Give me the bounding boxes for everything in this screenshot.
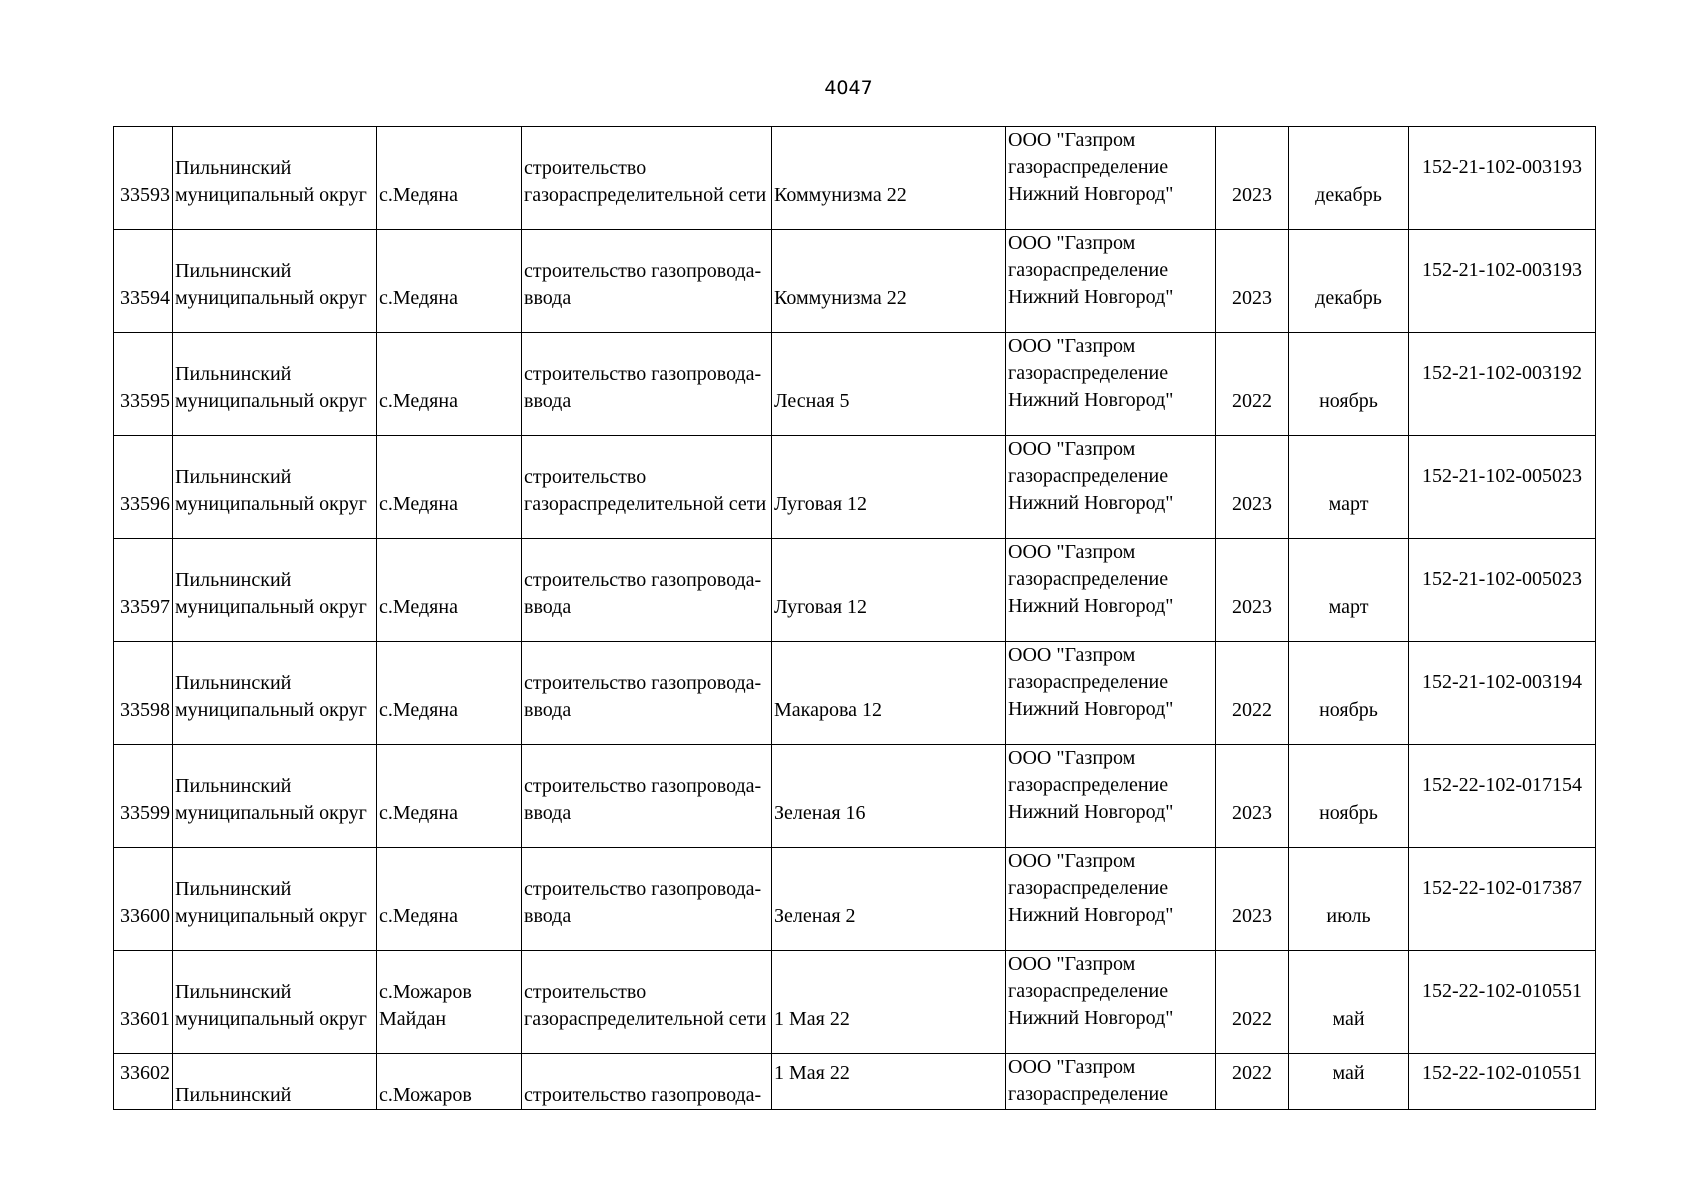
table-body <box>114 127 1596 1110</box>
cell-id: 33594 <box>114 230 173 333</box>
cell-settlement: с.Медяна <box>377 127 522 230</box>
cell-district: Пильнинский муниципальный округ <box>173 127 377 230</box>
cell-code: 152-21-102-005023 <box>1409 539 1596 642</box>
cell-year: 2023 <box>1216 230 1289 333</box>
cell-id: 33601 <box>114 951 173 1054</box>
cell-work-type: строительство газопровода-ввода <box>522 333 772 436</box>
cell-year: 2023 <box>1216 745 1289 848</box>
cell-month: май <box>1289 951 1409 1054</box>
cell-address: Лесная 5 <box>772 333 1006 436</box>
table-row <box>114 642 1596 745</box>
cell-address: Зеленая 2 <box>772 848 1006 951</box>
cell-organization: ООО "Газпром газораспределение <box>1006 1054 1216 1110</box>
cell-month: май <box>1289 1054 1409 1110</box>
cell-code: 152-22-102-010551 <box>1409 951 1596 1054</box>
page-number: 4047 <box>824 77 873 99</box>
cell-id: 33597 <box>114 539 173 642</box>
cell-address: Луговая 12 <box>772 436 1006 539</box>
table-row <box>114 539 1596 642</box>
cell-code: 152-21-102-003192 <box>1409 333 1596 436</box>
cell-year: 2022 <box>1216 951 1289 1054</box>
cell-year: 2023 <box>1216 848 1289 951</box>
cell-code: 152-22-102-017154 <box>1409 745 1596 848</box>
cell-district: Пильнинский муниципальный округ <box>173 745 377 848</box>
cell-year: 2022 <box>1216 333 1289 436</box>
cell-address: Коммунизма 22 <box>772 230 1006 333</box>
cell-district: Пильнинский муниципальный округ <box>173 539 377 642</box>
cell-organization: ООО "Газпром газораспределение Нижний Новгород" <box>1006 539 1216 642</box>
cell-district: Пильнинский муниципальный округ <box>173 230 377 333</box>
cell-organization: ООО "Газпром газораспределение Нижний Новгород" <box>1006 745 1216 848</box>
table-row <box>114 1054 1596 1110</box>
cell-code: 152-21-102-003194 <box>1409 642 1596 745</box>
cell-month: декабрь <box>1289 230 1409 333</box>
cell-address: 1 Мая 22 <box>772 951 1006 1054</box>
cell-settlement: с.Медяна <box>377 230 522 333</box>
cell-year: 2022 <box>1216 1054 1289 1110</box>
cell-year: 2023 <box>1216 127 1289 230</box>
cell-address: 1 Мая 22 <box>772 1054 1006 1110</box>
cell-district: Пильнинский муниципальный округ <box>173 436 377 539</box>
table-row <box>114 127 1596 230</box>
cell-month: ноябрь <box>1289 333 1409 436</box>
cell-work-type: строительство газопровода-ввода <box>522 642 772 745</box>
cell-settlement: с.Можаров <box>377 1054 522 1110</box>
cell-work-type: строительство газораспределительной сети <box>522 127 772 230</box>
cell-work-type: строительство газопровода-ввода <box>522 230 772 333</box>
cell-organization: ООО "Газпром газораспределение Нижний Новгород" <box>1006 333 1216 436</box>
cell-organization: ООО "Газпром газораспределение Нижний Новгород" <box>1006 848 1216 951</box>
cell-settlement: с.Медяна <box>377 848 522 951</box>
cell-month: июль <box>1289 848 1409 951</box>
cell-organization: ООО "Газпром газораспределение Нижний Новгород" <box>1006 127 1216 230</box>
cell-district: Пильнинский муниципальный округ <box>173 848 377 951</box>
registry-table <box>113 126 1596 1110</box>
cell-organization: ООО "Газпром газораспределение Нижний Новгород" <box>1006 642 1216 745</box>
cell-code: 152-21-102-003193 <box>1409 127 1596 230</box>
cell-district: Пильнинский муниципальный округ <box>173 951 377 1054</box>
cell-code: 152-21-102-003193 <box>1409 230 1596 333</box>
cell-year: 2023 <box>1216 539 1289 642</box>
cell-id: 33602 <box>114 1054 173 1110</box>
cell-address: Луговая 12 <box>772 539 1006 642</box>
cell-settlement: с.Можаров Майдан <box>377 951 522 1054</box>
cell-district: Пильнинский муниципальный округ <box>173 333 377 436</box>
cell-month: ноябрь <box>1289 642 1409 745</box>
cell-organization: ООО "Газпром газораспределение Нижний Новгород" <box>1006 436 1216 539</box>
cell-month: ноябрь <box>1289 745 1409 848</box>
cell-code: 152-22-102-017387 <box>1409 848 1596 951</box>
cell-work-type: строительство газораспределительной сети <box>522 951 772 1054</box>
cell-district: Пильнинский муниципальный округ <box>173 642 377 745</box>
cell-address: Коммунизма 22 <box>772 127 1006 230</box>
cell-settlement: с.Медяна <box>377 333 522 436</box>
cell-settlement: с.Медяна <box>377 642 522 745</box>
cell-work-type: строительство газораспределительной сети <box>522 436 772 539</box>
cell-code: 152-22-102-010551 <box>1409 1054 1596 1110</box>
table-row <box>114 436 1596 539</box>
cell-month: декабрь <box>1289 127 1409 230</box>
cell-month: март <box>1289 436 1409 539</box>
cell-address: Зеленая 16 <box>772 745 1006 848</box>
cell-id: 33599 <box>114 745 173 848</box>
table-row <box>114 745 1596 848</box>
table-row <box>114 333 1596 436</box>
cell-organization: ООО "Газпром газораспределение Нижний Новгород" <box>1006 230 1216 333</box>
table-row <box>114 230 1596 333</box>
table-row <box>114 951 1596 1054</box>
cell-code: 152-21-102-005023 <box>1409 436 1596 539</box>
cell-organization: ООО "Газпром газораспределение Нижний Новгород" <box>1006 951 1216 1054</box>
cell-work-type: строительство газопровода- <box>522 1054 772 1110</box>
cell-work-type: строительство газопровода-ввода <box>522 745 772 848</box>
table-row <box>114 848 1596 951</box>
cell-year: 2022 <box>1216 642 1289 745</box>
cell-id: 33593 <box>114 127 173 230</box>
cell-settlement: с.Медяна <box>377 745 522 848</box>
cell-id: 33600 <box>114 848 173 951</box>
cell-address: Макарова 12 <box>772 642 1006 745</box>
cell-id: 33595 <box>114 333 173 436</box>
cell-id: 33598 <box>114 642 173 745</box>
cell-work-type: строительство газопровода-ввода <box>522 848 772 951</box>
cell-district: Пильнинский <box>173 1054 377 1110</box>
cell-month: март <box>1289 539 1409 642</box>
cell-settlement: с.Медяна <box>377 539 522 642</box>
cell-settlement: с.Медяна <box>377 436 522 539</box>
cell-work-type: строительство газопровода-ввода <box>522 539 772 642</box>
cell-year: 2023 <box>1216 436 1289 539</box>
cell-id: 33596 <box>114 436 173 539</box>
